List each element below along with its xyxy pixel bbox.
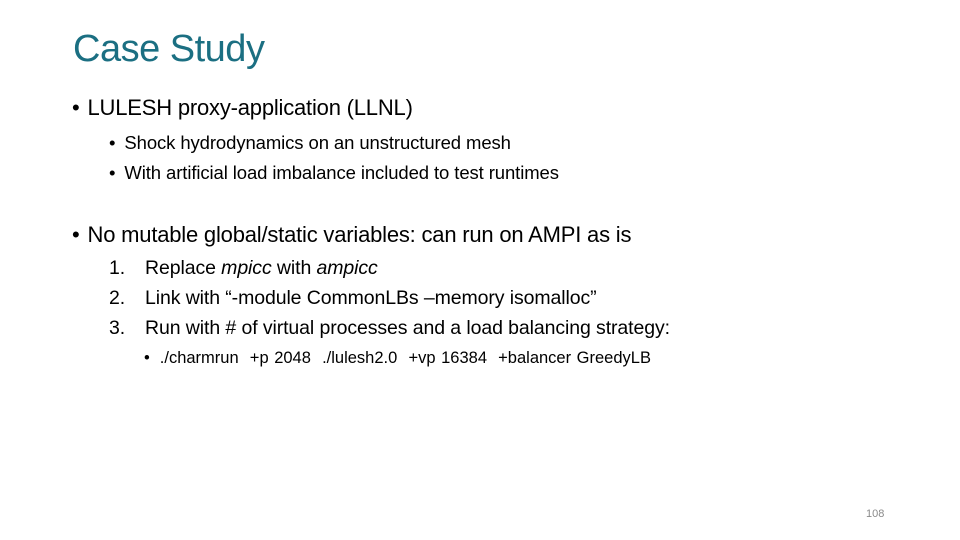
bullet-icon: • [109,162,116,183]
sub-bullet-text: Shock hydrodynamics on an unstructured mesh [124,132,511,153]
item-text-prefix: Replace [145,257,222,279]
bullet-icon: • [144,349,150,367]
bullet-icon: • [72,95,80,120]
item-number: 2. [109,287,126,309]
bullet-no-mutable-globals [72,222,631,248]
numbered-item-link-with [109,287,597,310]
bullet-icon: • [72,222,80,247]
bullet-text: No mutable global/static variables: can run on AMPI as is [87,222,632,247]
sub-bullet-load-imbalance [109,162,559,184]
item-text-middle: with [271,257,317,279]
numbered-item-replace-mpicc [109,257,378,280]
item-code-ampicc: ampicc [316,257,378,279]
item-number: 1. [109,257,126,279]
bullet-text: LULESH proxy-application (LLNL) [87,95,413,120]
bullet-lulesh [72,95,413,121]
sub-bullet-text: With artificial load imbalance included to test runtimes [124,162,559,183]
command-text: ./charmrun +p 2048 ./lulesh2.0 +vp 16384 +balancer GreedyLB [159,349,651,367]
item-number: 3. [109,317,126,339]
slide-title: Case Study [73,28,265,70]
item-code-mpicc: mpicc [221,257,272,279]
page-number: 108 [866,508,885,520]
sub-bullet-charmrun-command [144,349,651,368]
item-text: Run with # of virtual processes and a load balancing strategy: [145,317,670,339]
numbered-item-run-with [109,317,670,340]
sub-bullet-shock-hydrodynamics [109,132,511,154]
item-text: Link with “-module CommonLBs –memory isomalloc” [145,287,597,309]
bullet-icon: • [109,132,116,153]
